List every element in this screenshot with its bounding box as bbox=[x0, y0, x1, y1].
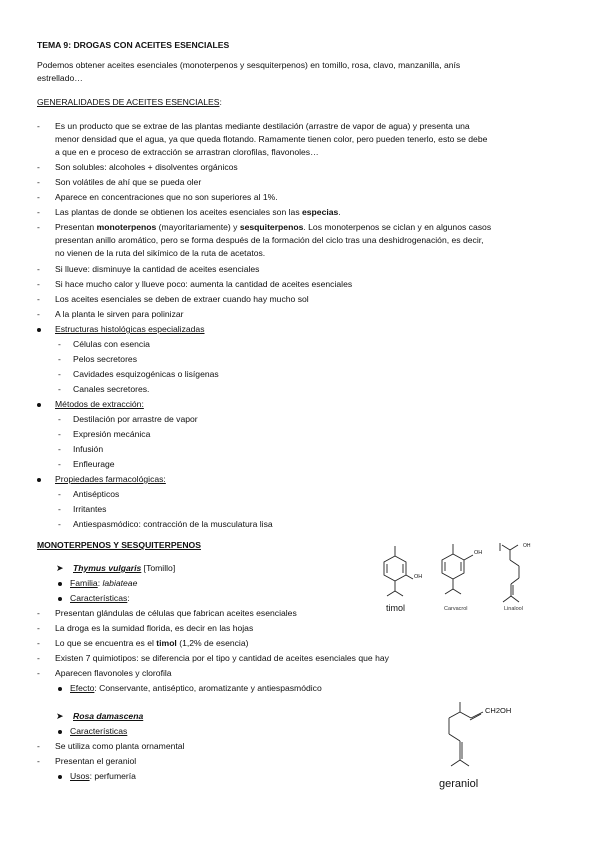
bullet-dot bbox=[58, 582, 62, 586]
intro-line-2: estrellado… bbox=[37, 73, 83, 83]
dash-bullet: - bbox=[37, 121, 40, 131]
gen-p6-b: monoterpenos bbox=[96, 222, 157, 232]
dash-bullet: - bbox=[37, 309, 40, 319]
t3-b: timol bbox=[156, 638, 177, 648]
dash-bullet: - bbox=[37, 756, 40, 766]
timol-oh-label: OH bbox=[414, 574, 423, 580]
familia-sep: : bbox=[97, 578, 103, 588]
linalool-label: Linalool bbox=[504, 606, 523, 612]
estructuras-item: Canales secretores. bbox=[73, 384, 150, 394]
gen-p2: Son solubles: alcoholes + disolventes orgánicos bbox=[55, 162, 238, 172]
estructuras-item: Cavidades esquizogénicas o lisígenas bbox=[73, 369, 219, 379]
gen-p10: A la planta le sirven para polinizar bbox=[55, 309, 184, 319]
dash-bullet: - bbox=[58, 369, 61, 379]
dash-bullet: - bbox=[37, 623, 40, 633]
dash-bullet: - bbox=[58, 414, 61, 424]
gen-p7: Si llueve: disminuye la cantidad de aceites esenciales bbox=[55, 264, 260, 274]
carvacrol-label: Carvacrol bbox=[444, 606, 468, 612]
gen-p1-line1: Es un producto que se extrae de las plantas mediante destilación (arrastre de vapor de agua) y presenta una bbox=[55, 121, 470, 131]
gen-p5-bold: especias bbox=[302, 207, 339, 217]
gen-p1-line2: menor densidad que el agua, ya que queda flotando. Ramamente tienen color, pero pueden tenerlo, esto se debe bbox=[55, 134, 488, 144]
gen-p5 bbox=[55, 207, 341, 218]
generalidades-heading bbox=[37, 97, 222, 108]
propiedades-item: Antisépticos bbox=[73, 489, 120, 499]
bullet-dot bbox=[58, 775, 62, 779]
bullet-dot bbox=[37, 328, 41, 332]
estructuras-heading: Estructuras histológicas especializadas bbox=[55, 324, 205, 334]
rosa-item: Se utiliza como planta ornamental bbox=[55, 741, 185, 751]
familia-label: Familia bbox=[70, 578, 98, 588]
bullet-dot bbox=[37, 478, 41, 482]
familia-line bbox=[70, 578, 137, 589]
usos-line bbox=[70, 771, 136, 782]
estructuras-item: Pelos secretores bbox=[73, 354, 138, 364]
usos-label: Usos bbox=[70, 771, 90, 781]
dash-bullet: - bbox=[58, 354, 61, 364]
gen-p4: Aparece en concentraciones que no son superiores al 1%. bbox=[55, 192, 278, 202]
dash-bullet: - bbox=[37, 222, 40, 232]
timol-label: timol bbox=[386, 603, 406, 613]
dash-bullet: - bbox=[37, 162, 40, 172]
thymus-item bbox=[55, 638, 248, 649]
familia-value: labiateae bbox=[102, 578, 138, 588]
efecto-line bbox=[70, 683, 322, 694]
caracteristicas-label: Características bbox=[70, 593, 128, 603]
thymus-name: Thymus vulgaris bbox=[73, 563, 142, 573]
metodos-item: Infusión bbox=[73, 444, 104, 454]
arrow-bullet-icon: ➤ bbox=[56, 711, 64, 721]
arrow-bullet-icon: ➤ bbox=[56, 563, 64, 573]
gen-p6-line2: presentan anillo aromático, pero se forma después de la formación del ciclo tras una deshidrogenación, es decir, bbox=[55, 235, 484, 245]
propiedades-item: Antiespasmódico: contracción de la musculatura lisa bbox=[73, 519, 273, 529]
linalool-oh-label: OH bbox=[523, 543, 531, 549]
carvacrol-oh-label: OH bbox=[474, 550, 483, 556]
bullet-dot bbox=[58, 730, 62, 734]
gen-p6-line1 bbox=[55, 222, 491, 233]
dash-bullet: - bbox=[37, 668, 40, 678]
bullet-dot bbox=[58, 687, 62, 691]
thymus-item: Existen 7 quimiotipos: se diferencia por el tipo y cantidad de aceites esenciales que hay bbox=[55, 653, 389, 663]
caracteristicas-colon: : bbox=[127, 593, 130, 603]
dash-bullet: - bbox=[37, 207, 40, 217]
propiedades-heading: Propiedades farmacológicas: bbox=[55, 474, 166, 484]
usos-value: : perfumería bbox=[89, 771, 136, 781]
dash-bullet: - bbox=[58, 429, 61, 439]
linalool-structure-figure bbox=[492, 540, 540, 620]
t3-c: (1,2% de esencia) bbox=[176, 638, 249, 648]
dash-bullet: - bbox=[37, 177, 40, 187]
bullet-dot bbox=[58, 597, 62, 601]
efecto-value: : Conservante, antiséptico, aromatizante y antiespasmódico bbox=[94, 683, 322, 693]
gen-p6-e: . Los monoterpenos se ciclan y en algunos casos bbox=[303, 222, 492, 232]
dash-bullet: - bbox=[37, 264, 40, 274]
metodos-item: Enfleurage bbox=[73, 459, 115, 469]
geraniol-ch2oh-label: CH2OH bbox=[485, 706, 512, 715]
rosa-item: Presentan el geraniol bbox=[55, 756, 137, 766]
dash-bullet: - bbox=[58, 504, 61, 514]
thymus-item: La droga es la sumidad florida, es decir en las hojas bbox=[55, 623, 254, 633]
thymus-item: Aparecen flavonoles y clorofila bbox=[55, 668, 172, 678]
timol-structure-figure bbox=[373, 540, 427, 620]
monoterpenos-heading: MONOTERPENOS Y SESQUITERPENOS bbox=[37, 540, 201, 550]
carvacrol-structure-figure bbox=[427, 540, 487, 620]
caracteristicas-heading bbox=[70, 593, 130, 604]
dash-bullet: - bbox=[37, 279, 40, 289]
gen-p8: Si hace mucho calor y llueve poco: aumenta la cantidad de aceites esenciales bbox=[55, 279, 353, 289]
efecto-label: Efecto bbox=[70, 683, 95, 693]
dash-bullet: - bbox=[37, 653, 40, 663]
gen-p3: Son volátiles de ahí que se pueda oler bbox=[55, 177, 202, 187]
dash-bullet: - bbox=[37, 192, 40, 202]
gen-p6-a: Presentan bbox=[55, 222, 97, 232]
metodos-item: Destilación por arrastre de vapor bbox=[73, 414, 198, 424]
intro-line-1: Podemos obtener aceites esenciales (monoterpenos y sesquiterpenos) en tomillo, rosa, clavo, manzanilla, anís bbox=[37, 60, 461, 70]
thymus-common: [Tomillo] bbox=[141, 563, 176, 573]
dash-bullet: - bbox=[58, 444, 61, 454]
dash-bullet: - bbox=[37, 294, 40, 304]
dash-bullet: - bbox=[58, 489, 61, 499]
rosa-caracteristicas: Características bbox=[70, 726, 128, 736]
propiedades-item: Irritantes bbox=[73, 504, 107, 514]
generalidades-heading-text: GENERALIDADES DE ACEITES ESENCIALES bbox=[37, 97, 220, 107]
dash-bullet: - bbox=[58, 459, 61, 469]
metodos-item: Expresión mecánica bbox=[73, 429, 151, 439]
gen-p6-d: sesquiterpenos bbox=[239, 222, 304, 232]
page-title: TEMA 9: DROGAS CON ACEITES ESENCIALES bbox=[37, 40, 230, 50]
estructuras-item: Células con esencia bbox=[73, 339, 150, 349]
rosa-heading: Rosa damascena bbox=[73, 711, 144, 721]
gen-p6-line3: no vienen de la ruta del sikímico de la ruta de acetatos. bbox=[55, 248, 266, 258]
dash-bullet: - bbox=[37, 608, 40, 618]
metodos-heading: Métodos de extracción: bbox=[55, 399, 144, 409]
gen-p5-end: . bbox=[338, 207, 341, 217]
bullet-dot bbox=[37, 403, 41, 407]
dash-bullet: - bbox=[37, 741, 40, 751]
gen-p1-line3: a que en e proceso de extracción se arrastran clorofilas, flavonoles… bbox=[55, 147, 319, 157]
gen-p5-text: Las plantas de donde se obtienen los aceites esenciales son las bbox=[55, 207, 302, 217]
thymus-heading bbox=[73, 563, 175, 574]
generalidades-heading-colon: : bbox=[219, 97, 222, 107]
dash-bullet: - bbox=[58, 339, 61, 349]
dash-bullet: - bbox=[37, 638, 40, 648]
gen-p9: Los aceites esenciales se deben de extraer cuando hay mucho sol bbox=[55, 294, 309, 304]
thymus-item: Presentan glándulas de células que fabrican aceites esenciales bbox=[55, 608, 297, 618]
gen-p6-c: (mayoritariamente) y bbox=[156, 222, 240, 232]
dash-bullet: - bbox=[58, 384, 61, 394]
t3-a: Lo que se encuentra es el bbox=[55, 638, 157, 648]
geraniol-label: geraniol bbox=[439, 778, 479, 790]
dash-bullet: - bbox=[58, 519, 61, 529]
geraniol-structure-figure bbox=[433, 698, 523, 798]
